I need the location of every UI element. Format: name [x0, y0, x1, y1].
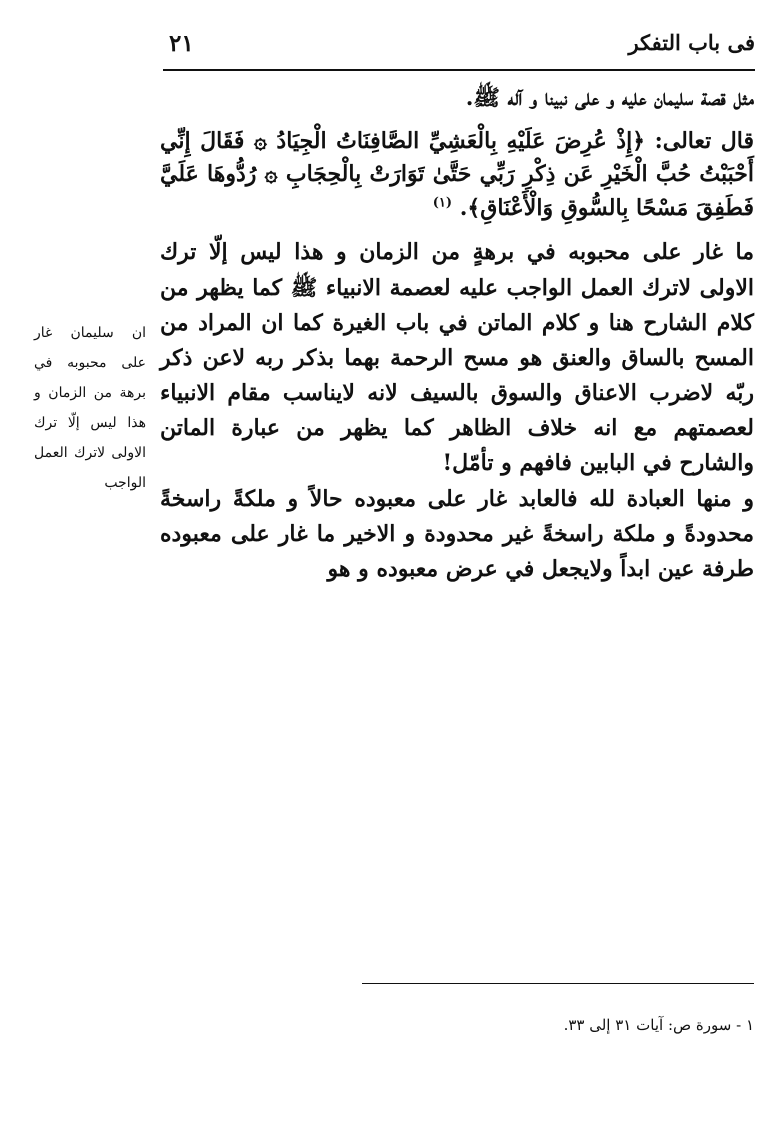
quran-verse-paragraph: [160, 125, 754, 225]
verse-text: ﴿إِذْ عُرِضَ عَلَيْهِ بِالْعَشِيِّ الصَّافِنَاتُ الْجِيَادُ ۞ فَقَالَ إِنِّي أَحْبَبْتُ حُبَّ الْخَيْرِ عَن ذِكْرِ رَبِّي حَتَّىٰ تَوَارَتْ بِالْحِجَابِ ۞ رُدُّوهَا عَلَيَّ فَطَفِقَ مَسْحًا بِالسُّوقِ وَالْأَعْنَاقِ﴾.: [160, 128, 754, 221]
running-title: فى باب التفكر: [628, 30, 755, 55]
margin-note: ان سليمان غار على محبوبه في برهة من الزمان و هذا ليس إلّا ترك الاولى لاترك العمل الواجب: [34, 325, 146, 492]
header-rule: [163, 69, 755, 71]
page-number: ٢١: [169, 30, 194, 57]
paragraph-2: ما غار على محبوبه في برهةٍ من الزمان و هذا ليس إلّا ترك الاولى لاترك العمل الواجب عليه لعصمة الانبياء ﷺ كما يظهر من كلام الشارح هنا و كلام الماتن في باب الغيرة كما ان المراد من المسح بالساق والعنق هو مسح الرحمة بهما بذكر ربه لاعن ذكر ربّه لاضرب الاعناق والسوق بالسيف لانه لايناسب مقام الانبياء لعصمتهم مع انه خلاف الظاهر كما يظهر من عبارة الماتن والشارح في البابين فافهم و تأمّل!: [160, 239, 754, 477]
main-text: [160, 82, 754, 587]
footnote-rule: [362, 983, 754, 984]
paragraph-1: مثل قصة سليمان عليه و على نبينا و آله ﷺ.: [465, 85, 754, 111]
verse-intro: قال تعالى:: [654, 128, 754, 154]
footnote: ١ - سورة ص: آيات ٣١ إلى ٣٣.: [563, 1016, 754, 1034]
page-header: [163, 30, 755, 70]
footnote-mark: (١): [432, 195, 453, 211]
paragraph-3: و منها العبادة لله فالعابد غار على معبوده حالاً و ملكةً راسخةً محدودةً و ملكة راسخةً غير محدودة و الاخير ما غار على معبوده طرفة عين ابداً ولايجعل في عرض معبوده و هو: [160, 485, 754, 582]
